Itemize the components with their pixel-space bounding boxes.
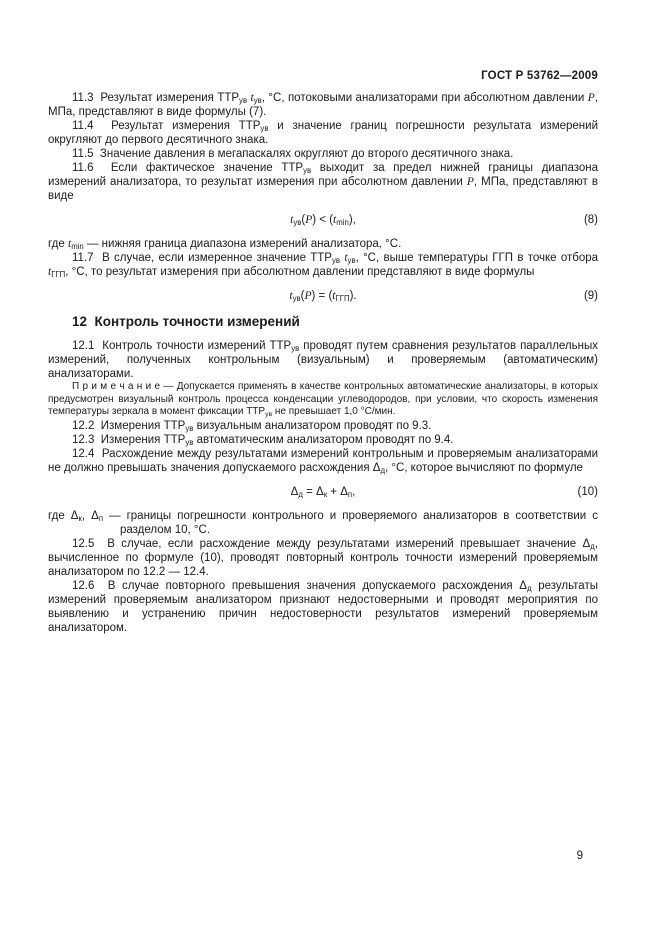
- paragraph-12-6: 12.6 В случае повторного превышения значения допускаемого расхождения $\Delta_д$ результаты измерений проверяемым анализатором признают недостоверными и проводят мероприятия по выявлению и устранению причин недостоверности результатов измерений проверяемым анализатором.: [48, 579, 598, 634]
- paragraph-12-3: 12.3 Измерения $ТТР_{ув}$ автоматическим анализатором проводят по 9.4.: [72, 433, 454, 447]
- formula-10: [48, 485, 598, 499]
- where-clause-formula-8: где $t_{min}$ — нижняя граница диапазона измерений анализатора, °С.: [48, 238, 402, 252]
- paragraph-11-5: 11.5 Значение давления в мегапаскалях округляют до второго десятичного знака.: [72, 148, 514, 160]
- paragraph-12-2: 12.2 Измерения $ТТР_{ув}$ визуальным анализатором проводят по 9.3.: [72, 419, 432, 433]
- doc-code-header: ГОСТ Р 53762—2009: [481, 70, 598, 82]
- paragraph-11-3: 11.3 Результат измерения $ТТР_{ув}$ $t_{ув}$, °С, потоковыми анализаторами при абсолютном давлении P, МПа, представляют в виде формулы (7).: [48, 92, 599, 118]
- formula-8: [48, 213, 598, 227]
- note-paragraph: П р и м е ч а н и е — Допускается применять в качестве контрольных автоматические анализаторы, в которых предусмотрен визуальный контроль процесса конденсации углеводородов, при условии, что скорость изменения температуры зеркала в момент фиксации $ТТР_{ув}$ не превышает 1,0 °С/мин.: [48, 381, 598, 419]
- where-clause-formula-10: где $\Delta_к$, $\Delta_п$ — границы погрешности контрольного и проверяемого анализаторов в соответствии с разделом 10, °С.: [48, 509, 598, 536]
- formula-8-expression: $t_{ув}(P) < (t_{min})$,: [290, 214, 356, 228]
- formula-9-expression: $t_{ув}(P) = (t_{ГГП})$.: [289, 290, 357, 304]
- formula-9-number: (9): [583, 290, 598, 302]
- formula-10-number: (10): [577, 485, 598, 498]
- formula-9: [48, 289, 598, 303]
- page-content: [48, 91, 598, 635]
- formula-8-number: (8): [583, 214, 598, 226]
- paragraph-12-5: 12.5 В случае, если расхождение между результатами измерений превышает значение $\Delta_д$, вычисленное по формуле (10), проводят повторный контроль точности измерений проверяемым анализатором по 12.2 — 12.4.: [48, 537, 598, 578]
- paragraph-11-6: 11.6 Если фактическое значение $ТТР_{ув}$ выходит за предел нижней границы диапазона измерений анализатора, то результат измерения при абсолютном давлении P, МПа, представляют в виде: [48, 162, 599, 202]
- section-12-heading: 12 Контроль точности измерений: [72, 314, 300, 329]
- paragraph-12-4: 12.4 Расхождение между результатами измерений контрольным и проверяемым анализаторами не должно превышать значения допускаемого расхождения $\Delta_д$, °С, которое вычисляют по формуле: [48, 447, 598, 475]
- paragraph-11-4: 11.4 Результат измерения $ТТР_{ув}$ и значение границ погрешности результата измерений округляют до первого десятичного знака.: [48, 120, 598, 146]
- paragraph-12-1: 12.1 Контроль точности измерений $ТТР_{ув}$ проводят путем сравнения результатов параллельных измерений, полученных контрольным (визуальным) и проверяемым (автоматическим) анализаторами.: [48, 340, 599, 380]
- formula-10-expression: $\Delta_д = \Delta_к + \Delta_п$,: [290, 485, 356, 499]
- paragraph-11-7: 11.7 В случае, если измеренное значение $ТТР_{ув}$ $t_{ув}$, °С, выше температуры ГГП в точке отбора $t_{ГГП}$, °С, то результат измерения при абсолютном давлении представляют в виде формулы: [48, 252, 599, 280]
- page-number: 9: [576, 850, 583, 862]
